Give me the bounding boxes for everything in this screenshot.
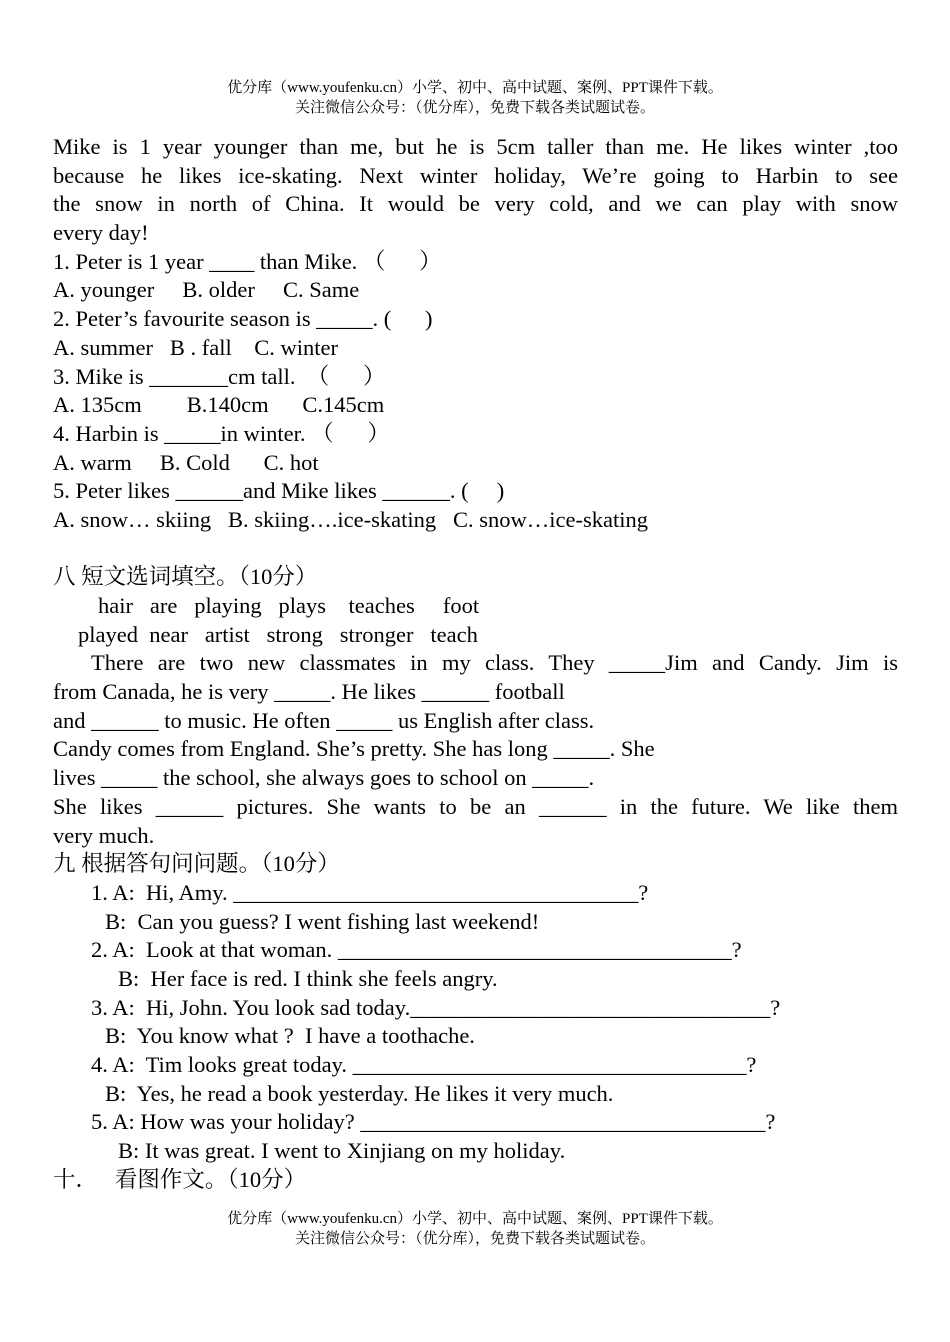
- dialogue-question: 5. A: How was your holiday? ____________________________________?: [91, 1109, 776, 1135]
- cloze-line: She likes ______ pictures. She wants to be an ______ in the future. We like them: [53, 793, 898, 819]
- question-text: 2. Peter’s favourite season is _____. ( ): [53, 306, 433, 332]
- footer-line-2: 关注微信公众号：（优分库），免费下载各类试题试卷。: [294, 1231, 655, 1247]
- passage-line: Mike is 1 year younger than me, but he is 5cm taller than me. He likes winter ,too: [53, 134, 898, 159]
- word-bank-row-2: played near artist strong stronger teach: [78, 621, 478, 647]
- dialogue-question: 4. A: Tim looks great today. ___________________________________?: [91, 1052, 757, 1077]
- question-text: 1. Peter is 1 year ____ than Mike. （ ）: [53, 248, 442, 274]
- dialogue-question: 3. A: Hi, John. You look sad today.________________________________?: [91, 994, 781, 1020]
- cloze-line: Candy comes from England. She’s pretty. She has long _____. She: [53, 736, 655, 762]
- dialogue-answer: B: Yes, he read a book yesterday. He likes it very much.: [105, 1080, 614, 1106]
- section-8: [53, 563, 898, 850]
- page-header: [0, 78, 950, 118]
- cloze-line: There are two new classmates in my class. They _____Jim and Candy. Jim is: [91, 650, 898, 676]
- question-list: [53, 248, 898, 535]
- dialogue-question: 2. A: Look at that woman. ___________________________________?: [91, 937, 742, 963]
- question-options: A. snow… skiing B. skiing….ice-skating C. snow…ice-skating: [53, 506, 648, 532]
- page-footer: [0, 1209, 950, 1249]
- page-content: [53, 133, 898, 1194]
- cloze-line: and ______ to music. He often _____ us English after class.: [53, 707, 595, 733]
- passage-line: every day!: [53, 220, 149, 246]
- cloze-line: very much.: [53, 822, 155, 848]
- passage-line: the snow in north of China. It would be very cold, and we can play with snow: [53, 191, 898, 217]
- question-options: A. warm B. Cold C. hot: [53, 449, 319, 475]
- section-10-title: 十． 看图作文。（10分）: [53, 1166, 307, 1192]
- section-8-title: 八 短文选词填空。（10分）: [53, 564, 318, 590]
- cloze-line: from Canada, he is very _____. He likes ______ football: [53, 679, 565, 705]
- dialogue-answer: B: Her face is red. I think she feels angry.: [118, 965, 498, 991]
- footer-line-1: 优分库（www.youfenku.cn）小学、初中、高中试题、案例、PPT课件下载。: [227, 1211, 723, 1227]
- section-9: [53, 850, 898, 1166]
- question-text: 3. Mike is _______cm tall. （ ）: [53, 363, 386, 389]
- cloze-line: lives _____ the school, she always goes to school on _____.: [53, 765, 595, 791]
- word-bank-row-1: hair are playing plays teaches foot: [98, 593, 480, 618]
- dialogue-answer: B: It was great. I went to Xinjiang on my holiday.: [118, 1138, 566, 1164]
- question-options: A. younger B. older C. Same: [53, 277, 360, 303]
- dialogue-answer: B: You know what ? I have a toothache.: [105, 1023, 475, 1049]
- section-9-title: 九 根据答句问问题。（10分）: [53, 851, 340, 877]
- question-text: 4. Harbin is _____in winter. （ ）: [53, 420, 390, 446]
- question-text: 5. Peter likes ______and Mike likes ______. ( ): [53, 478, 505, 504]
- header-line-2: 关注微信公众号：（优分库），免费下载各类试题试卷。: [294, 100, 655, 116]
- header-line-1: 优分库（www.youfenku.cn）小学、初中、高中试题、案例、PPT课件下载。: [227, 80, 723, 96]
- spacer: [53, 535, 898, 564]
- dialogue-answer: B: Can you guess? I went fishing last weekend!: [105, 908, 540, 934]
- dialogue-question: 1. A: Hi, Amy. ____________________________________?: [91, 879, 649, 905]
- question-options: A. 135cm B.140cm C.145cm: [53, 392, 385, 418]
- reading-passage: [53, 133, 898, 248]
- passage-line: because he likes ice-skating. Next winter holiday, We’re going to Harbin to see: [53, 162, 898, 188]
- question-options: A. summer B . fall C. winter: [53, 334, 338, 360]
